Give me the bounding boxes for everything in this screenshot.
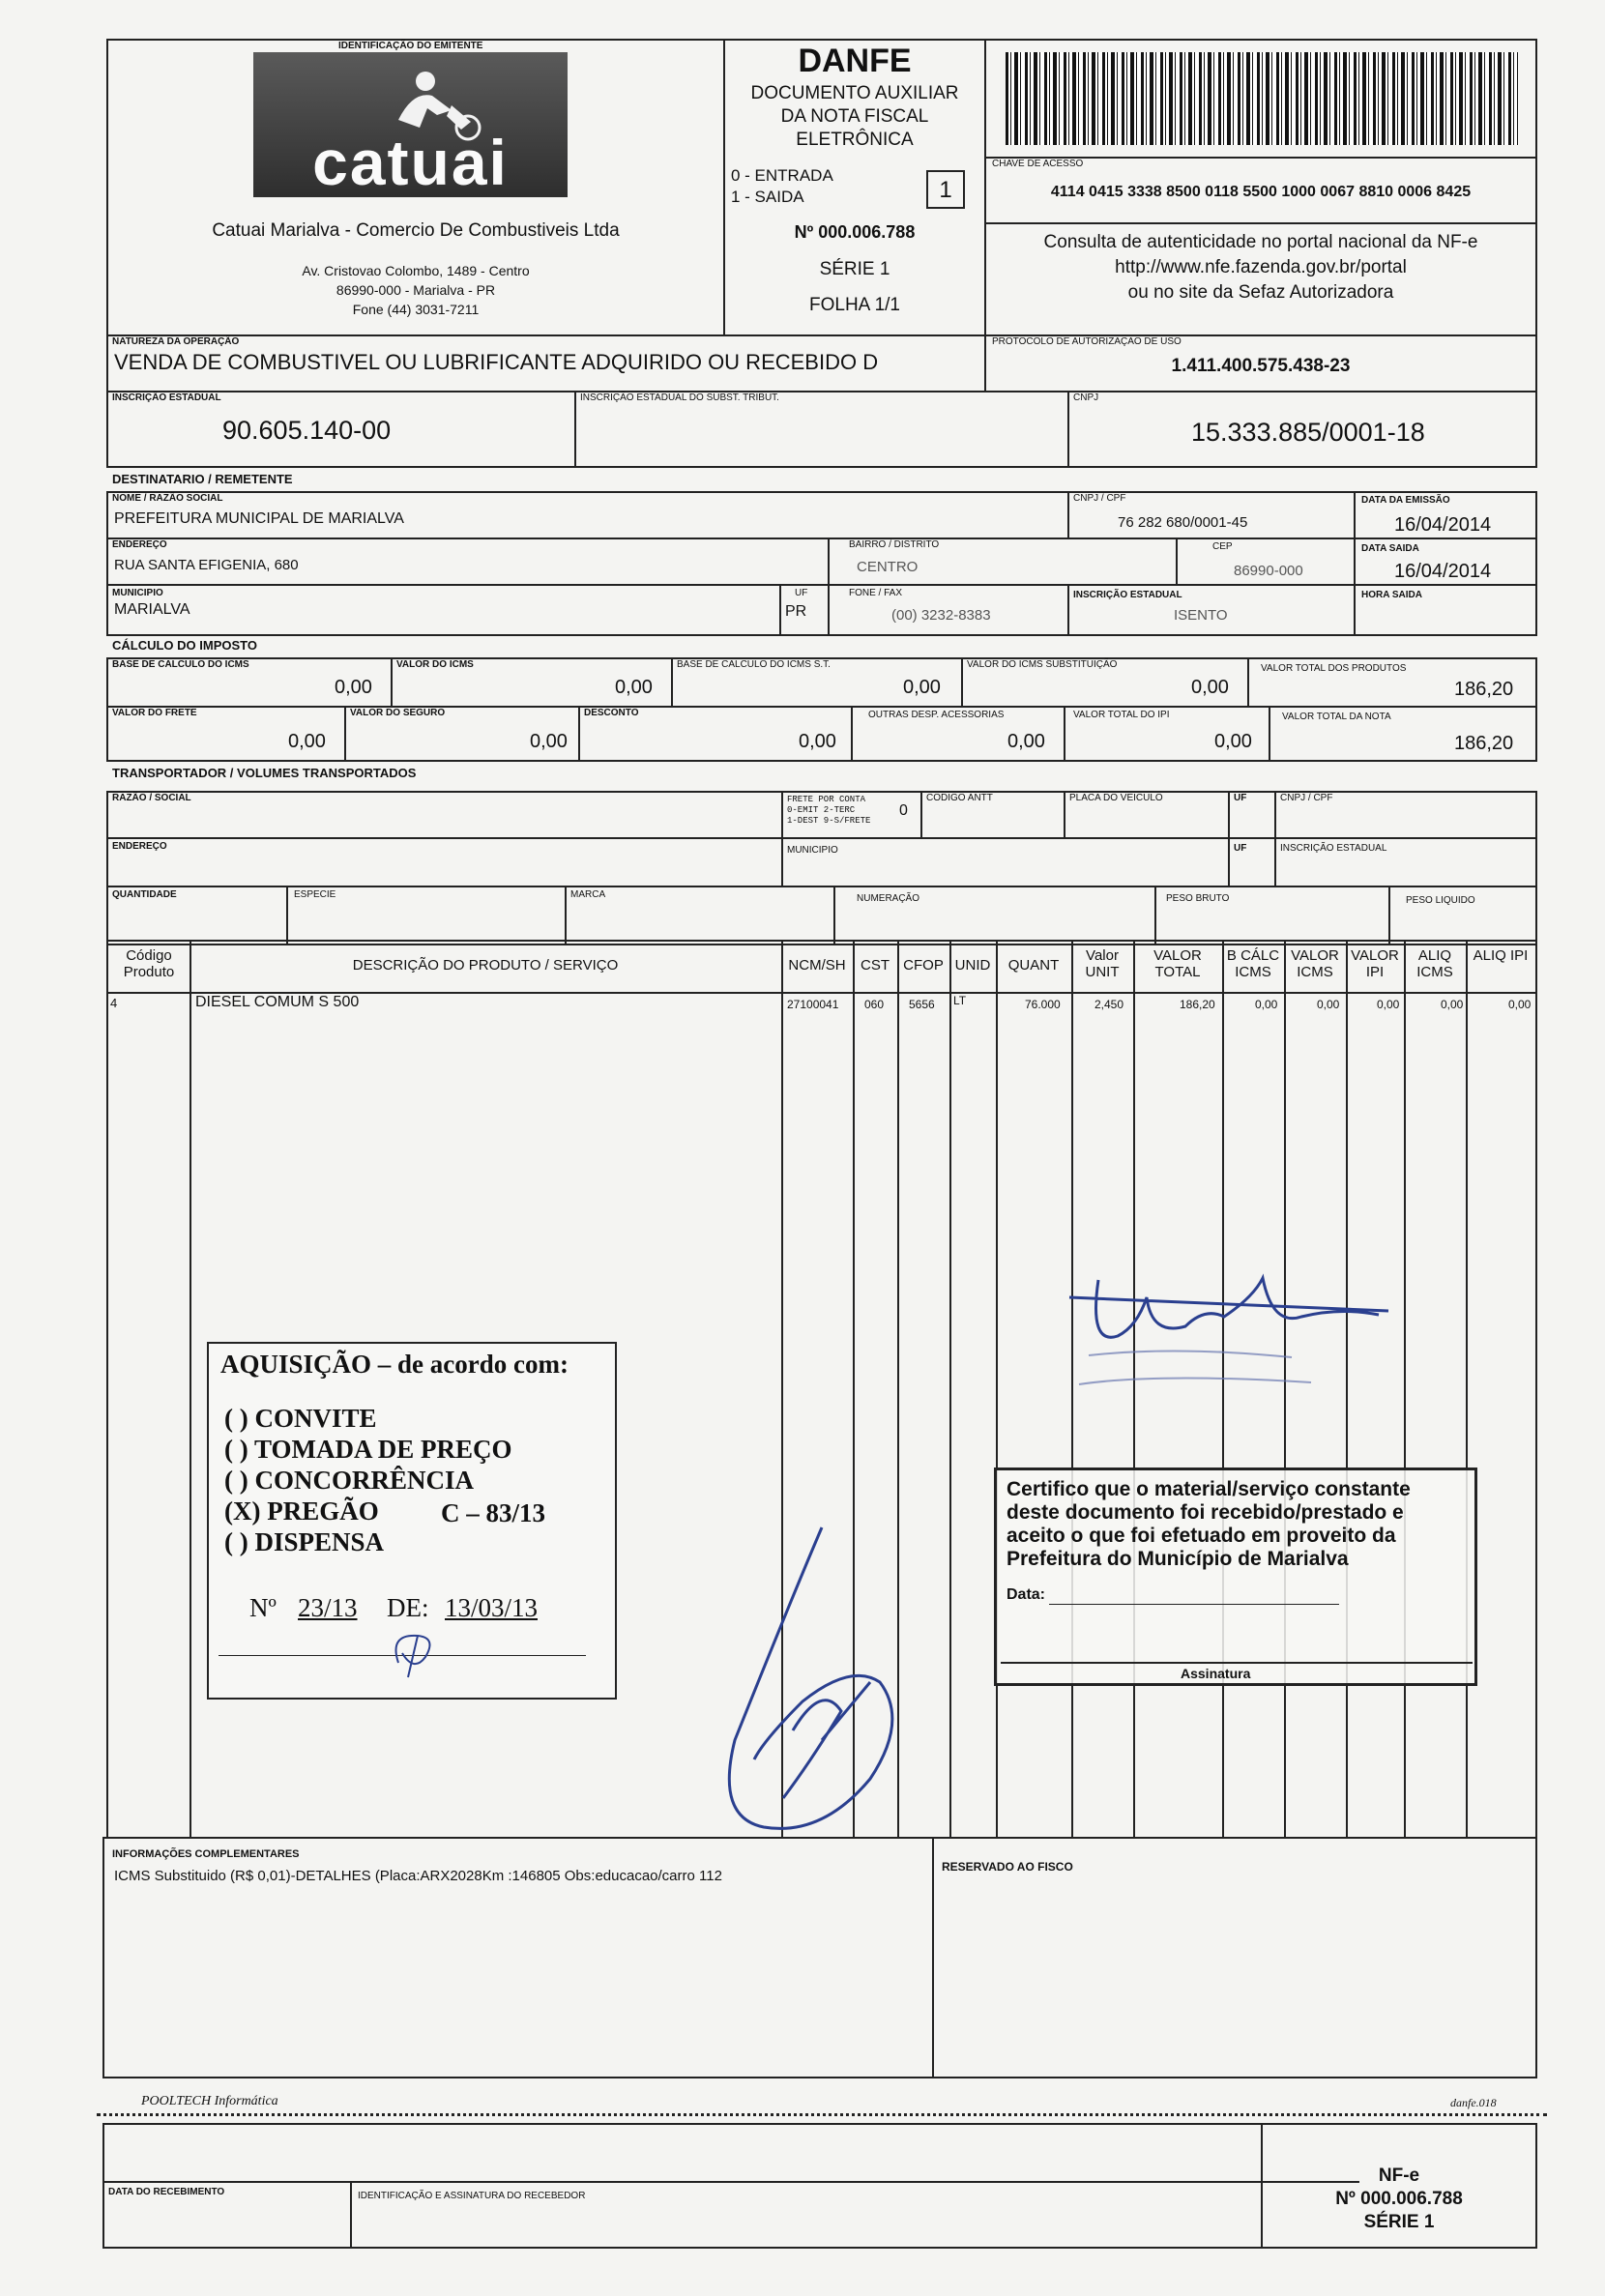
cell-unid: LT	[953, 994, 967, 1007]
transp-peso-bruto-label: PESO BRUTO	[1166, 893, 1230, 904]
calc-base-icms: 0,00	[335, 677, 372, 698]
protocolo-label: PROTOCOLO DE AUTORIZAÇAO DE USO	[992, 336, 1182, 347]
stamp-opt-dispensa: ( ) DISPENSA	[224, 1527, 385, 1556]
cert-line1: Certifico que o material/serviço constante	[1007, 1478, 1411, 1500]
transp-frete-text	[787, 795, 870, 827]
transp-razao-label: RAZÃO / SOCIAL	[112, 793, 191, 803]
danfe-title: DANFE	[798, 43, 912, 79]
cell-ncm: 27100041	[787, 998, 839, 1011]
cert-data-label: Data:	[1007, 1586, 1046, 1603]
company-logo	[253, 52, 568, 197]
dest-municipio: MARIALVA	[114, 601, 190, 618]
danfe-sub2: DA NOTA FISCAL	[780, 106, 929, 127]
transp-marca-label: MARCA	[570, 889, 606, 900]
dest-ie-label: INSCRIÇÃO ESTADUAL	[1073, 590, 1182, 600]
calc-desconto: 0,00	[799, 731, 836, 752]
th-descricao: DESCRIÇÃO DO PRODUTO / SERVIÇO	[352, 957, 619, 974]
stamp-de: DE:	[387, 1593, 429, 1622]
cell-vunit: 2,450	[1094, 998, 1124, 1011]
transp-peso-liq-label: PESO LIQUIDO	[1406, 895, 1475, 906]
th-cst: CST	[861, 957, 890, 974]
stamp-opt-concorrencia: ( ) CONCORRÊNCIA	[224, 1466, 474, 1495]
dest-endereco: RUA SANTA EFIGENIA, 680	[114, 557, 299, 573]
calc-seguro-label: VALOR DO SEGURO	[350, 708, 446, 718]
dest-cep: 86990-000	[1234, 563, 1303, 579]
th-vicms: VALOR ICMS	[1291, 947, 1339, 980]
dest-saida-label: DATA SAIDA	[1361, 543, 1419, 554]
danfe-sub1: DOCUMENTO AUXILIAR	[750, 83, 959, 103]
stamp-initials-icon	[379, 1624, 447, 1682]
danfe-numero: Nº 000.006.788	[794, 222, 916, 242]
th-vunit: Valor UNIT	[1085, 947, 1120, 980]
danfe-tipo-box: 1	[926, 170, 965, 209]
consulta-line3: ou no site da Sefaz Autorizadora	[1127, 282, 1394, 303]
table-row	[106, 994, 1537, 1017]
calc-base-st-label: BASE DE CALCULO DO ICMS S.T.	[677, 659, 831, 670]
danfe-entrada: 0 - ENTRADA	[731, 166, 833, 185]
dest-hora-label: HORA SAIDA	[1361, 590, 1422, 600]
th-quant: QUANT	[1007, 957, 1060, 974]
th-cfop: CFOP	[903, 957, 944, 974]
dest-ie: ISENTO	[1174, 607, 1228, 624]
calc-base-st: 0,00	[903, 677, 941, 698]
cell-vipi: 0,00	[1377, 998, 1400, 1011]
cell-descricao: DIESEL COMUM S 500	[195, 994, 360, 1010]
stamp-data: 13/03/13	[445, 1593, 539, 1622]
transp-frete-line1: FRETE POR CONTA	[787, 795, 866, 804]
ie-st-label: INSCRIÇÃO ESTADUAL DO SUBST. TRIBUT.	[580, 392, 779, 403]
dest-fone: (00) 3232-8383	[891, 607, 991, 624]
dest-endereco-label: ENDEREÇO	[112, 539, 167, 550]
canhoto-serie: SÉRIE 1	[1363, 2212, 1435, 2232]
canhoto-nfe: NF-e	[1378, 2165, 1420, 2186]
calc-ipi-label: VALOR TOTAL DO IPI	[1073, 710, 1170, 720]
chave-value: 4114 0415 3338 8500 0118 5500 1000 0067 8810 0006 8425	[1050, 184, 1472, 200]
stamp-num: 23/13	[298, 1593, 358, 1622]
th-vtotal: VALOR TOTAL	[1153, 947, 1202, 980]
dest-emissao: 16/04/2014	[1394, 514, 1492, 536]
cell-bcicms: 0,00	[1255, 998, 1278, 1011]
software-credit: POOLTECH Informática	[141, 2094, 278, 2108]
emitente-header: IDENTIFICAÇÃO DO EMITENTE	[338, 41, 483, 51]
dest-saida: 16/04/2014	[1394, 561, 1492, 582]
transp-uf2-label: UF	[1234, 843, 1247, 854]
danfe-saida: 1 - SAIDA	[731, 188, 804, 206]
transp-endereco-label: ENDEREÇO	[112, 841, 167, 852]
cell-cfop: 5656	[909, 998, 935, 1011]
cert-sign-line	[1001, 1662, 1473, 1664]
ie-label: INSCRIÇÃO ESTADUAL	[112, 392, 221, 403]
danfe-folha: FOLHA 1/1	[809, 295, 900, 315]
info-label: INFORMAÇÕES COMPLEMENTARES	[112, 1848, 300, 1860]
calc-seguro: 0,00	[530, 731, 568, 752]
dest-nome: PREFEITURA MUNICIPAL DE MARIALVA	[114, 510, 404, 527]
calc-section-title: CÁLCULO DO IMPOSTO	[112, 638, 257, 653]
calc-valor-icms-label: VALOR DO ICMS	[396, 659, 474, 670]
calc-base-icms-label: BASE DE CALCULO DO ICMS	[112, 659, 249, 670]
stamp-title: AQUISIÇÃO – de acordo com:	[220, 1350, 569, 1379]
chave-label: CHAVE DE ACESSO	[992, 159, 1084, 169]
canhoto-ident-label: IDENTIFICAÇÃO E ASSINATURA DO RECEBEDOR	[358, 2191, 586, 2201]
cert-data-line	[1049, 1604, 1339, 1605]
th-aipi: ALIQ IPI	[1473, 947, 1529, 964]
stamp-pregao-num: C – 83/13	[441, 1498, 545, 1527]
cell-cst: 060	[864, 998, 885, 1011]
th-bcicms: B CÁLC ICMS	[1226, 947, 1280, 980]
info-text: ICMS Substituido (R$ 0,01)-DETALHES (Placa:ARX2028Km :146805 Obs:educacao/carro 112	[114, 1868, 722, 1884]
calc-outras-label: OUTRAS DESP. ACESSORIAS	[868, 710, 1005, 720]
cert-assinatura: Assinatura	[1181, 1666, 1251, 1681]
transp-especie-label: ESPECIE	[294, 889, 336, 900]
th-vipi: VALOR IPI	[1351, 947, 1399, 980]
transp-frete-value: 0	[899, 802, 908, 819]
stamp-opt-tomada: ( ) TOMADA DE PREÇO	[224, 1435, 512, 1464]
natureza-value: VENDA DE COMBUSTIVEL OU LUBRIFICANTE ADQUIRIDO OU RECEBIDO D	[114, 350, 879, 374]
dest-section-title: DESTINATARIO / REMETENTE	[112, 472, 293, 486]
stamp-opt-pregao: (X) PREGÃO	[224, 1497, 379, 1526]
cert-line2: deste documento foi recebido/prestado e	[1007, 1501, 1404, 1524]
dest-bairro-label: BAIRRO / DISTRITO	[849, 539, 940, 550]
transp-section-title: TRANSPORTADOR / VOLUMES TRANSPORTADOS	[112, 766, 417, 780]
dest-emissao-label: DATA DA EMISSÃO	[1361, 495, 1450, 506]
cert-line4: Prefeitura do Município de Marialva	[1007, 1548, 1349, 1570]
transp-frete-line2: 0-EMIT 2-TERC	[787, 805, 856, 815]
cell-vtotal: 186,20	[1180, 998, 1215, 1011]
cert-line3: aceito o que foi efetuado em proveito da	[1007, 1525, 1396, 1547]
canhoto-numero: Nº 000.006.788	[1335, 2189, 1463, 2209]
dest-fone-label: FONE / FAX	[849, 588, 903, 598]
calc-frete-label: VALOR DO FRETE	[112, 708, 197, 718]
calc-total-prod: 186,20	[1454, 679, 1514, 700]
natureza-label: NATUREZA DA OPERAÇÃO	[112, 336, 240, 347]
footer-ref: danfe.018	[1450, 2096, 1497, 2109]
transp-antt-label: CODIGO ANTT	[926, 793, 993, 803]
protocolo-value: 1.411.400.575.438-23	[1171, 356, 1351, 376]
calc-frete: 0,00	[288, 731, 326, 752]
cell-aipi: 0,00	[1508, 998, 1532, 1011]
emitente-fone: Fone (44) 3031-7211	[352, 302, 480, 317]
transp-municipio-label: MUNICIPIO	[787, 845, 838, 856]
stamp-aquisicao	[207, 1342, 617, 1700]
dest-cep-label: CEP	[1212, 541, 1233, 552]
consulta-line1: Consulta de autenticidade no portal nacional da NF-e	[1043, 232, 1478, 252]
emitente-endereco: Av. Cristovao Colombo, 1489 - Centro	[302, 263, 530, 278]
th-ncm: NCM/SH	[788, 957, 846, 974]
calc-total-nota-label: VALOR TOTAL DA NOTA	[1282, 712, 1391, 722]
transp-numeracao-label: NUMERAÇÃO	[857, 893, 920, 904]
handwritten-signature	[1060, 1268, 1398, 1433]
cell-aicms: 0,00	[1441, 998, 1464, 1011]
big-signature	[677, 1508, 928, 1866]
cell-vicms: 0,00	[1317, 998, 1340, 1011]
ie-value: 90.605.140-00	[222, 416, 392, 445]
transp-cnpj-label: CNPJ / CPF	[1280, 793, 1333, 803]
consulta-line2: http://www.nfe.fazenda.gov.br/portal	[1115, 257, 1407, 277]
cell-quant: 76.000	[1025, 998, 1061, 1011]
dest-cnpj-label: CNPJ / CPF	[1073, 493, 1126, 504]
canhoto-data-label: DATA DO RECEBIMENTO	[108, 2187, 225, 2197]
calc-valor-st: 0,00	[1191, 677, 1229, 698]
calc-ipi: 0,00	[1214, 731, 1252, 752]
stamp-certificado	[994, 1468, 1477, 1686]
barcode	[1006, 52, 1518, 145]
stamp-num-prefix: Nº	[249, 1593, 277, 1622]
dest-uf-label: UF	[795, 588, 808, 598]
cnpj-value: 15.333.885/0001-18	[1191, 418, 1425, 447]
transp-ie-label: INSCRIÇÃO ESTADUAL	[1280, 843, 1387, 854]
th-aicms: ALIQ ICMS	[1416, 947, 1453, 980]
dest-bairro: CENTRO	[857, 559, 919, 575]
dest-cnpj: 76 282 680/0001-45	[1118, 514, 1248, 531]
calc-outras: 0,00	[1007, 731, 1045, 752]
cnpj-label: CNPJ	[1073, 392, 1099, 403]
emitente-razao: Catuai Marialva - Comercio De Combustiveis Ltda	[212, 220, 620, 241]
calc-desconto-label: DESCONTO	[584, 708, 639, 718]
transp-frete-line3: 1-DEST 9-S/FRETE	[787, 816, 871, 826]
dest-uf: PR	[785, 603, 807, 620]
danfe-sub3: ELETRÔNICA	[796, 130, 914, 150]
transp-placa-label: PLACA DO VEICULO	[1069, 793, 1163, 803]
calc-total-prod-label: VALOR TOTAL DOS PRODUTOS	[1261, 663, 1407, 674]
th-codigo: Código Produto	[123, 947, 175, 980]
emitente-cidade: 86990-000 - Marialva - PR	[336, 282, 496, 298]
stamp-opt-convite: ( ) CONVITE	[224, 1404, 377, 1433]
transp-uf-label: UF	[1234, 793, 1247, 803]
dest-nome-label: NOME / RAZÃO SOCIAL	[112, 493, 223, 504]
calc-total-nota: 186,20	[1454, 733, 1514, 754]
danfe-serie: SÉRIE 1	[819, 259, 890, 279]
transp-qtd-label: QUANTIDADE	[112, 889, 177, 900]
th-unid: UNID	[954, 957, 991, 974]
fisco-label: RESERVADO AO FISCO	[942, 1860, 1073, 1874]
cell-codigo: 4	[110, 996, 118, 1010]
tear-line	[97, 2113, 1547, 2116]
calc-valor-icms: 0,00	[615, 677, 653, 698]
dest-municipio-label: MUNICIPIO	[112, 588, 163, 598]
calc-valor-st-label: VALOR DO ICMS SUBSTITUIÇÃO	[967, 659, 1118, 670]
logo-text: catuai	[312, 127, 509, 198]
